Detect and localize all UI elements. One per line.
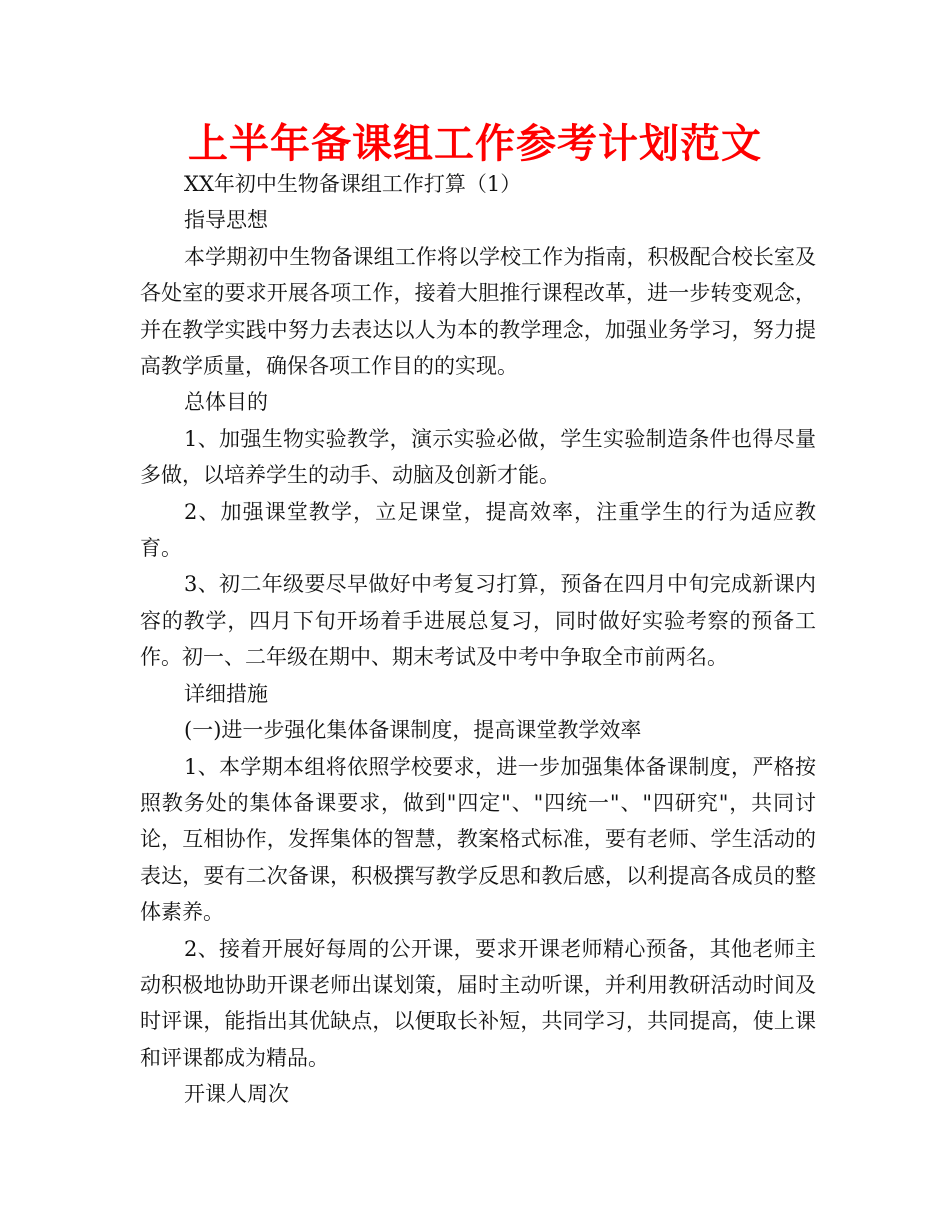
measure-item-2: 2、接着开展好每周的公开课，要求开课老师精心预备，其他老师主动积极地协助开课老师出谋划策，届时主动听课，并利用教研活动时间及时评课，能指出其优缺点，以便取长补短，共同学习，共同提高，使上课和评课都成为精品。: [140, 936, 816, 1070]
plan-subtitle: XX年初中生物备课组工作打算（1）: [184, 172, 522, 196]
goal-item-2: 2、加强课堂教学，立足课堂，提高效率，注重学生的行为适应教育。: [140, 499, 816, 561]
measure-item-1: 1、本学期本组将依照学校要求，进一步加强集体备课制度，严格按照教务处的集体备课要求，做到"四定"、"四统一"、"四研究"，共同讨论，互相协作，发挥集体的智慧，教案格式标准，要有老师、学生活动的表达，要有二次备课，积极撰写教学反思和教后感，以利提高各成员的整体素养。: [140, 754, 816, 925]
goal-item-1: 1、加强生物实验教学，演示实验必做，学生实验制造条件也得尽量多做，以培养学生的动手、动脑及创新才能。: [140, 426, 816, 488]
subsection-heading-collective-prep: (一)进一步强化集体备课制度，提高课堂教学效率: [184, 718, 642, 743]
document-title: 上半年备课组工作参考计划范文: [188, 121, 762, 167]
section-heading-guiding-thought: 指导思想: [184, 208, 268, 233]
table-heading-lecturer-week: 开课人周次: [184, 1082, 289, 1107]
section-heading-overall-goals: 总体目的: [184, 390, 268, 415]
paragraph-guiding-thought: 本学期初中生物备课组工作将以学校工作为指南，积极配合校长室及各处室的要求开展各项工作，接着大胆推行课程改革，进一步转变观念，并在教学实践中努力去表达以人为本的教学理念，加强业务学习，努力提高教学质量，确保各项工作目的的实现。: [140, 244, 816, 379]
document-body: [140, 166, 816, 1113]
section-heading-measures: 详细措施: [184, 681, 268, 706]
goal-item-3: 3、初二年级要尽早做好中考复习打算，预备在四月中旬完成新课内容的教学，四月下旬开场着手进展总复习，同时做好实验考察的预备工作。初一、二年级在期中、期末考试及中考中争取全市前两名。: [140, 572, 816, 670]
